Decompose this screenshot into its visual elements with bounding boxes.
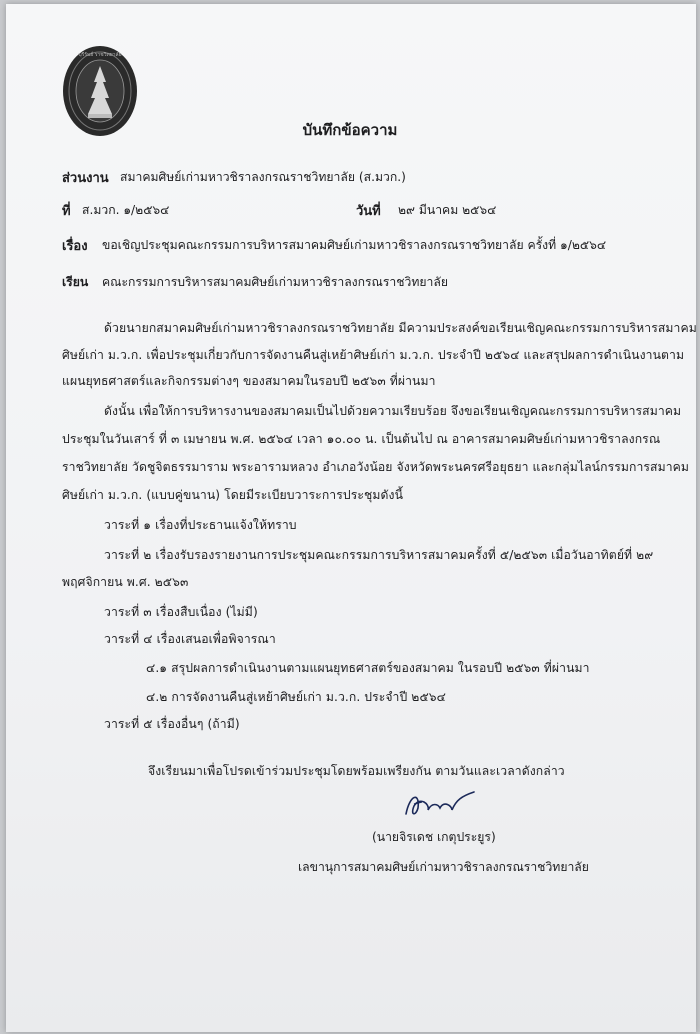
to-label: เรียน: [62, 275, 89, 289]
body-line: ด้วยนายกสมาคมศิษย์เก่ามหาวชิราลงกรณราชวิทยาลัย มีความประสงค์ขอเรียนเชิญคณะกรรมการบริหารสมาคม: [104, 321, 697, 335]
body-line: ศิษย์เก่า ม.ว.ก. (แบบคู่ขนาน) โดยมีระเบียบวาระการประชุมดังนี้: [62, 488, 404, 502]
dept-label: ส่วนงาน: [62, 171, 109, 186]
body-line: แผนยุทธศาสตร์และกิจกรรมต่างๆ ของสมาคมในรอบปี ๒๕๖๓ ที่ผ่านมา: [62, 374, 436, 388]
date-label: วันที่: [356, 204, 381, 219]
agenda-item: วาระที่ ๕ เรื่องอื่นๆ (ถ้ามี): [104, 717, 240, 731]
body-line: ประชุมในวันเสาร์ ที่ ๓ เมษายน พ.ศ. ๒๕๖๔ เวลา ๑๐.๐๐ น. เป็นต้นไป ณ อาคารสมาคมศิษย์เก่ามหาวชิราลงกรณ: [62, 432, 661, 446]
subject-label: เรื่อง: [62, 239, 88, 254]
signatory-name: (นายจิรเดช เกตุประยูร): [372, 830, 496, 844]
seal-ring-text: บุรีรัมย์ ราชวิทยาลัย: [78, 52, 122, 58]
subject-value: ขอเชิญประชุมคณะกรรมการบริหารสมาคมศิษย์เก่ามหาวชิราลงกรณราชวิทยาลัย ครั้งที่ ๑/๒๕๖๔: [102, 238, 607, 252]
body-line: ศิษย์เก่า ม.ว.ก. เพื่อประชุมเกี่ยวกับการจัดงานคืนสู่เหย้าศิษย์เก่า ม.ว.ก. ประจำปี ๒๕๖๔ และสรุปผลการดำเนินงานตาม: [62, 348, 685, 362]
agenda-item: พฤศจิกายน พ.ศ. ๒๕๖๓: [62, 575, 189, 589]
closing-text: จึงเรียนมาเพื่อโปรดเข้าร่วมประชุมโดยพร้อมเพรียงกัน ตามวันและเวลาดังกล่าว: [148, 764, 565, 778]
agenda-item: วาระที่ ๑ เรื่องที่ประธานแจ้งให้ทราบ: [104, 518, 297, 532]
agenda-subitem: ๔.๒ การจัดงานคืนสู่เหย้าศิษย์เก่า ม.ว.ก. ประจำปี ๒๕๖๔: [146, 690, 446, 704]
signatory-position: เลขานุการสมาคมศิษย์เก่ามหาวชิราลงกรณราชวิทยาลัย: [298, 860, 589, 874]
doc-number: ส.มวก. ๑/๒๕๖๔: [82, 203, 170, 217]
doc-date: ๒๙ มีนาคม ๒๕๖๔: [398, 203, 497, 217]
agenda-item: วาระที่ ๔ เรื่องเสนอเพื่อพิจารณา: [104, 632, 276, 646]
to-value: คณะกรรมการบริหารสมาคมศิษย์เก่ามหาวชิราลงกรณราชวิทยาลัย: [102, 275, 448, 289]
body-line: ราชวิทยาลัย วัดชูจิตธรรมาราม พระอารามหลวง อำเภอวังน้อย จังหวัดพระนครศรีอยุธยา และกลุ่มไลน์กรรมการสมาคม: [62, 460, 690, 474]
dept-value: สมาคมศิษย์เก่ามหาวชิราลงกรณราชวิทยาลัย (ส.มวก.): [120, 170, 406, 184]
page-title: บันทึกข้อความ: [302, 121, 398, 139]
agenda-item: วาระที่ ๒ เรื่องรับรองรายงานการประชุมคณะกรรมการบริหารสมาคมครั้งที่ ๕/๒๕๖๓ เมื่อวันอาทิตย์ที่ ๒๙: [104, 548, 654, 562]
agenda-subitem: ๔.๑ สรุปผลการดำเนินงานตามแผนยุทธศาสตร์ของสมาคม ในรอบปี ๒๕๖๓ ที่ผ่านมา: [146, 661, 590, 675]
doc-number-label: ที่: [62, 204, 71, 219]
agenda-item: วาระที่ ๓ เรื่องสืบเนื่อง (ไม่มี): [104, 605, 258, 619]
body-line: ดังนั้น เพื่อให้การบริหารงานของสมาคมเป็นไปด้วยความเรียบร้อย จึงขอเรียนเชิญคณะกรรมการบริหารสมาคม: [104, 404, 682, 418]
handwritten-signature: [400, 786, 480, 822]
